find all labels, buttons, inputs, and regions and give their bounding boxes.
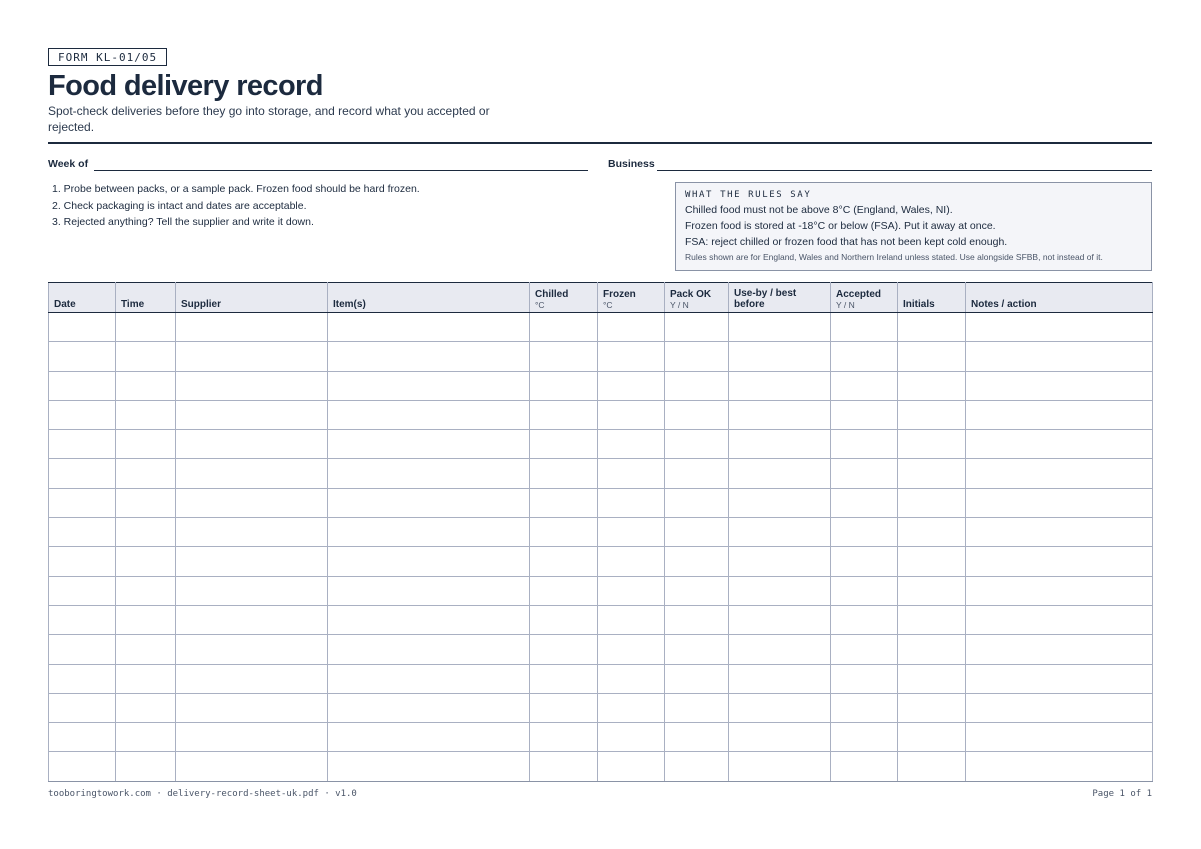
table-cell[interactable] (176, 371, 328, 400)
rules-heading: WHAT THE RULES SAY (685, 190, 812, 200)
table-cell[interactable] (665, 547, 729, 576)
table-cell[interactable] (966, 400, 1153, 429)
table-cell[interactable] (898, 313, 966, 342)
table-cell[interactable] (116, 488, 176, 517)
table-row (49, 576, 1153, 605)
table-cell[interactable] (598, 430, 665, 459)
table-cell[interactable] (598, 547, 665, 576)
table-cell[interactable] (49, 752, 116, 781)
table-cell[interactable] (116, 693, 176, 722)
table-cell[interactable] (328, 400, 530, 429)
table-cell[interactable] (898, 488, 966, 517)
table-cell[interactable] (116, 430, 176, 459)
table-cell[interactable] (530, 635, 598, 664)
table-cell[interactable] (598, 605, 665, 634)
table-cell[interactable] (898, 635, 966, 664)
table-cell[interactable] (530, 664, 598, 693)
table-cell[interactable] (898, 752, 966, 781)
table-cell[interactable] (598, 752, 665, 781)
table-cell[interactable] (49, 459, 116, 488)
table-row (49, 459, 1153, 488)
table-cell[interactable] (598, 518, 665, 547)
table-cell[interactable] (116, 605, 176, 634)
table-cell[interactable] (49, 313, 116, 342)
table-cell[interactable] (598, 576, 665, 605)
table-cell[interactable] (729, 488, 831, 517)
table-cell[interactable] (176, 400, 328, 429)
table-cell[interactable] (49, 635, 116, 664)
table-cell[interactable] (898, 459, 966, 488)
table-row (49, 371, 1153, 400)
table-cell[interactable] (530, 547, 598, 576)
table-cell[interactable] (831, 371, 898, 400)
table-cell[interactable] (328, 723, 530, 752)
table-cell[interactable] (966, 693, 1153, 722)
column-header-initials: Initials (898, 283, 966, 313)
table-cell[interactable] (665, 518, 729, 547)
table-cell[interactable] (49, 488, 116, 517)
table-cell[interactable] (598, 664, 665, 693)
table-cell[interactable] (328, 664, 530, 693)
instruction-list (52, 181, 420, 231)
table-cell[interactable] (176, 488, 328, 517)
table-cell[interactable] (598, 371, 665, 400)
footer-source: tooboringtowork.com · delivery-record-sheet-uk.pdf · v1.0 (48, 789, 357, 799)
table-cell[interactable] (116, 547, 176, 576)
table-cell[interactable] (176, 723, 328, 752)
table-row (49, 430, 1153, 459)
table-cell[interactable] (898, 400, 966, 429)
table-cell[interactable] (530, 488, 598, 517)
table-cell[interactable] (328, 459, 530, 488)
table-cell[interactable] (328, 342, 530, 371)
column-unit: Y / N (836, 300, 855, 310)
table-cell[interactable] (665, 693, 729, 722)
header-divider (48, 142, 1152, 144)
table-cell[interactable] (598, 635, 665, 664)
table-cell[interactable] (665, 752, 729, 781)
table-cell[interactable] (898, 547, 966, 576)
table-row (49, 605, 1153, 634)
table-cell[interactable] (328, 693, 530, 722)
table-cell[interactable] (966, 518, 1153, 547)
table-cell[interactable] (49, 723, 116, 752)
column-header-notes: Notes / action (966, 283, 1153, 313)
table-cell[interactable] (966, 576, 1153, 605)
table-row (49, 313, 1153, 342)
rules-note: Rules shown are for England, Wales and Northern Ireland unless stated. Use alongside SFBB, not instead of it. (685, 252, 1103, 262)
table-cell[interactable] (116, 752, 176, 781)
table-cell[interactable] (966, 635, 1153, 664)
table-cell[interactable] (729, 576, 831, 605)
table-cell[interactable] (898, 342, 966, 371)
table-cell[interactable] (598, 488, 665, 517)
footer-page-number: Page 1 of 1 (1092, 789, 1152, 799)
table-cell[interactable] (729, 371, 831, 400)
table-cell[interactable] (966, 459, 1153, 488)
table-cell[interactable] (729, 752, 831, 781)
rules-panel (675, 182, 1152, 271)
table-cell[interactable] (665, 313, 729, 342)
table-cell[interactable] (598, 693, 665, 722)
table-cell[interactable] (831, 313, 898, 342)
table-cell[interactable] (176, 635, 328, 664)
table-cell[interactable] (598, 723, 665, 752)
table-cell[interactable] (831, 547, 898, 576)
instruction-step: 1. Probe between packs, or a sample pack. Frozen food should be hard frozen. (52, 183, 420, 195)
table-cell[interactable] (598, 459, 665, 488)
table-cell[interactable] (729, 635, 831, 664)
table-cell[interactable] (328, 313, 530, 342)
table-row (49, 752, 1153, 781)
table-cell[interactable] (598, 342, 665, 371)
table-cell[interactable] (116, 342, 176, 371)
instruction-step: 3. Rejected anything? Tell the supplier and write it down. (52, 216, 314, 228)
table-cell[interactable] (116, 371, 176, 400)
table-cell[interactable] (176, 547, 328, 576)
table-cell[interactable] (176, 518, 328, 547)
table-row (49, 518, 1153, 547)
table-cell[interactable] (966, 313, 1153, 342)
table-cell[interactable] (176, 664, 328, 693)
column-header-time: Time (116, 283, 176, 313)
table-cell[interactable] (966, 488, 1153, 517)
column-header-pack-ok: Pack OK Y / N (665, 283, 729, 313)
table-cell[interactable] (898, 430, 966, 459)
table-cell[interactable] (530, 342, 598, 371)
table-cell[interactable] (831, 518, 898, 547)
table-cell[interactable] (328, 371, 530, 400)
table-cell[interactable] (49, 547, 116, 576)
table-cell[interactable] (665, 635, 729, 664)
table-cell[interactable] (530, 605, 598, 634)
table-body (49, 313, 1153, 782)
table-cell[interactable] (328, 547, 530, 576)
week-of-field[interactable] (94, 170, 588, 171)
table-cell[interactable] (328, 752, 530, 781)
table-cell[interactable] (966, 723, 1153, 752)
business-field[interactable] (657, 170, 1152, 171)
table-cell[interactable] (176, 693, 328, 722)
table-cell[interactable] (328, 605, 530, 634)
table-cell[interactable] (665, 576, 729, 605)
table-cell[interactable] (729, 400, 831, 429)
table-cell[interactable] (665, 664, 729, 693)
table-cell[interactable] (530, 459, 598, 488)
instruction-step: 2. Check packaging is intact and dates are acceptable. (52, 199, 307, 212)
table-cell[interactable] (116, 576, 176, 605)
table-cell[interactable] (49, 518, 116, 547)
table-row (49, 635, 1153, 664)
table-cell[interactable] (665, 371, 729, 400)
column-header-items: Item(s) (328, 283, 530, 313)
table-cell[interactable] (530, 518, 598, 547)
table-row (49, 547, 1153, 576)
table-cell[interactable] (116, 635, 176, 664)
page-title: Food delivery record (48, 70, 323, 102)
table-cell[interactable] (966, 664, 1153, 693)
table-cell[interactable] (665, 430, 729, 459)
table-cell[interactable] (966, 371, 1153, 400)
table-cell[interactable] (49, 430, 116, 459)
table-cell[interactable] (729, 693, 831, 722)
table-cell[interactable] (530, 693, 598, 722)
column-header-chilled: Chilled °C (530, 283, 598, 313)
table-cell[interactable] (966, 342, 1153, 371)
column-unit: °C (603, 300, 613, 310)
form-code-tag: FORM KL-01/05 (48, 48, 167, 66)
rules-line: FSA: reject chilled or frozen food that has not been kept cold enough. (685, 236, 1008, 248)
column-header-date: Date (49, 283, 116, 313)
table-cell[interactable] (49, 400, 116, 429)
business-label: Business (608, 158, 655, 170)
table-cell[interactable] (831, 400, 898, 429)
table-cell[interactable] (831, 635, 898, 664)
table-cell[interactable] (328, 635, 530, 664)
table-cell[interactable] (898, 693, 966, 722)
table-cell[interactable] (665, 605, 729, 634)
table-cell[interactable] (176, 313, 328, 342)
table-cell[interactable] (831, 488, 898, 517)
table-cell[interactable] (966, 547, 1153, 576)
table-cell[interactable] (831, 723, 898, 752)
table-cell[interactable] (729, 430, 831, 459)
table-row (49, 400, 1153, 429)
table-cell[interactable] (328, 576, 530, 605)
table-cell[interactable] (898, 576, 966, 605)
table-cell[interactable] (966, 752, 1153, 781)
table-cell[interactable] (665, 400, 729, 429)
table-cell[interactable] (831, 459, 898, 488)
table-cell[interactable] (530, 371, 598, 400)
table-cell[interactable] (898, 518, 966, 547)
column-header-supplier: Supplier (176, 283, 328, 313)
table-cell[interactable] (49, 605, 116, 634)
table-cell[interactable] (328, 518, 530, 547)
table-cell[interactable] (831, 576, 898, 605)
page-subtitle: Spot-check deliveries before they go into storage, and record what you accepted or rejected. (48, 104, 490, 134)
table-cell[interactable] (665, 459, 729, 488)
table-cell[interactable] (49, 693, 116, 722)
table-cell[interactable] (898, 723, 966, 752)
table-cell[interactable] (116, 723, 176, 752)
table-cell[interactable] (176, 576, 328, 605)
table-cell[interactable] (966, 430, 1153, 459)
table-cell[interactable] (176, 752, 328, 781)
table-cell[interactable] (729, 547, 831, 576)
table-cell[interactable] (328, 430, 530, 459)
table-cell[interactable] (729, 313, 831, 342)
table-row (49, 664, 1153, 693)
table-header-row (49, 283, 1153, 313)
rules-line: Chilled food must not be above 8°C (England, Wales, NI). (685, 204, 953, 216)
table-cell[interactable] (49, 664, 116, 693)
table-cell[interactable] (530, 723, 598, 752)
table-cell[interactable] (831, 693, 898, 722)
table-cell[interactable] (598, 400, 665, 429)
table-cell[interactable] (116, 664, 176, 693)
table-row (49, 693, 1153, 722)
table-cell[interactable] (831, 342, 898, 371)
table-cell[interactable] (831, 664, 898, 693)
table-cell[interactable] (729, 459, 831, 488)
table-cell[interactable] (831, 752, 898, 781)
table-cell[interactable] (49, 371, 116, 400)
table-cell[interactable] (116, 459, 176, 488)
table-row (49, 723, 1153, 752)
column-header-accepted: Accepted Y / N (831, 283, 898, 313)
table-cell[interactable] (665, 342, 729, 371)
table-cell[interactable] (898, 664, 966, 693)
table-cell[interactable] (116, 313, 176, 342)
table-cell[interactable] (729, 342, 831, 371)
table-cell[interactable] (530, 430, 598, 459)
column-unit: °C (535, 300, 545, 310)
table-cell[interactable] (116, 400, 176, 429)
table-cell[interactable] (898, 605, 966, 634)
column-header-frozen: Frozen °C (598, 283, 665, 313)
week-of-label: Week of (48, 158, 89, 170)
table-cell[interactable] (729, 605, 831, 634)
table-cell[interactable] (530, 313, 598, 342)
table-row (49, 488, 1153, 517)
table-row (49, 342, 1153, 371)
table-cell[interactable] (898, 371, 966, 400)
table-cell[interactable] (49, 576, 116, 605)
table-cell[interactable] (831, 430, 898, 459)
table-cell[interactable] (176, 459, 328, 488)
column-unit: Y / N (670, 300, 689, 310)
table-cell[interactable] (665, 488, 729, 517)
table-cell[interactable] (176, 605, 328, 634)
table-cell[interactable] (116, 518, 176, 547)
table-cell[interactable] (49, 342, 116, 371)
rules-line: Frozen food is stored at -18°C or below (FSA). Put it away at once. (685, 220, 996, 232)
table-cell[interactable] (530, 576, 598, 605)
table-cell[interactable] (530, 752, 598, 781)
table-cell[interactable] (831, 605, 898, 634)
delivery-log-table (48, 282, 1153, 782)
table-cell[interactable] (176, 342, 328, 371)
table-cell[interactable] (729, 518, 831, 547)
table-cell[interactable] (530, 400, 598, 429)
table-cell[interactable] (729, 664, 831, 693)
column-header-use-by: Use-by / best before (729, 283, 831, 313)
table-cell[interactable] (598, 313, 665, 342)
table-cell[interactable] (729, 723, 831, 752)
table-cell[interactable] (328, 488, 530, 517)
table-cell[interactable] (966, 605, 1153, 634)
table-cell[interactable] (665, 723, 729, 752)
table-cell[interactable] (176, 430, 328, 459)
